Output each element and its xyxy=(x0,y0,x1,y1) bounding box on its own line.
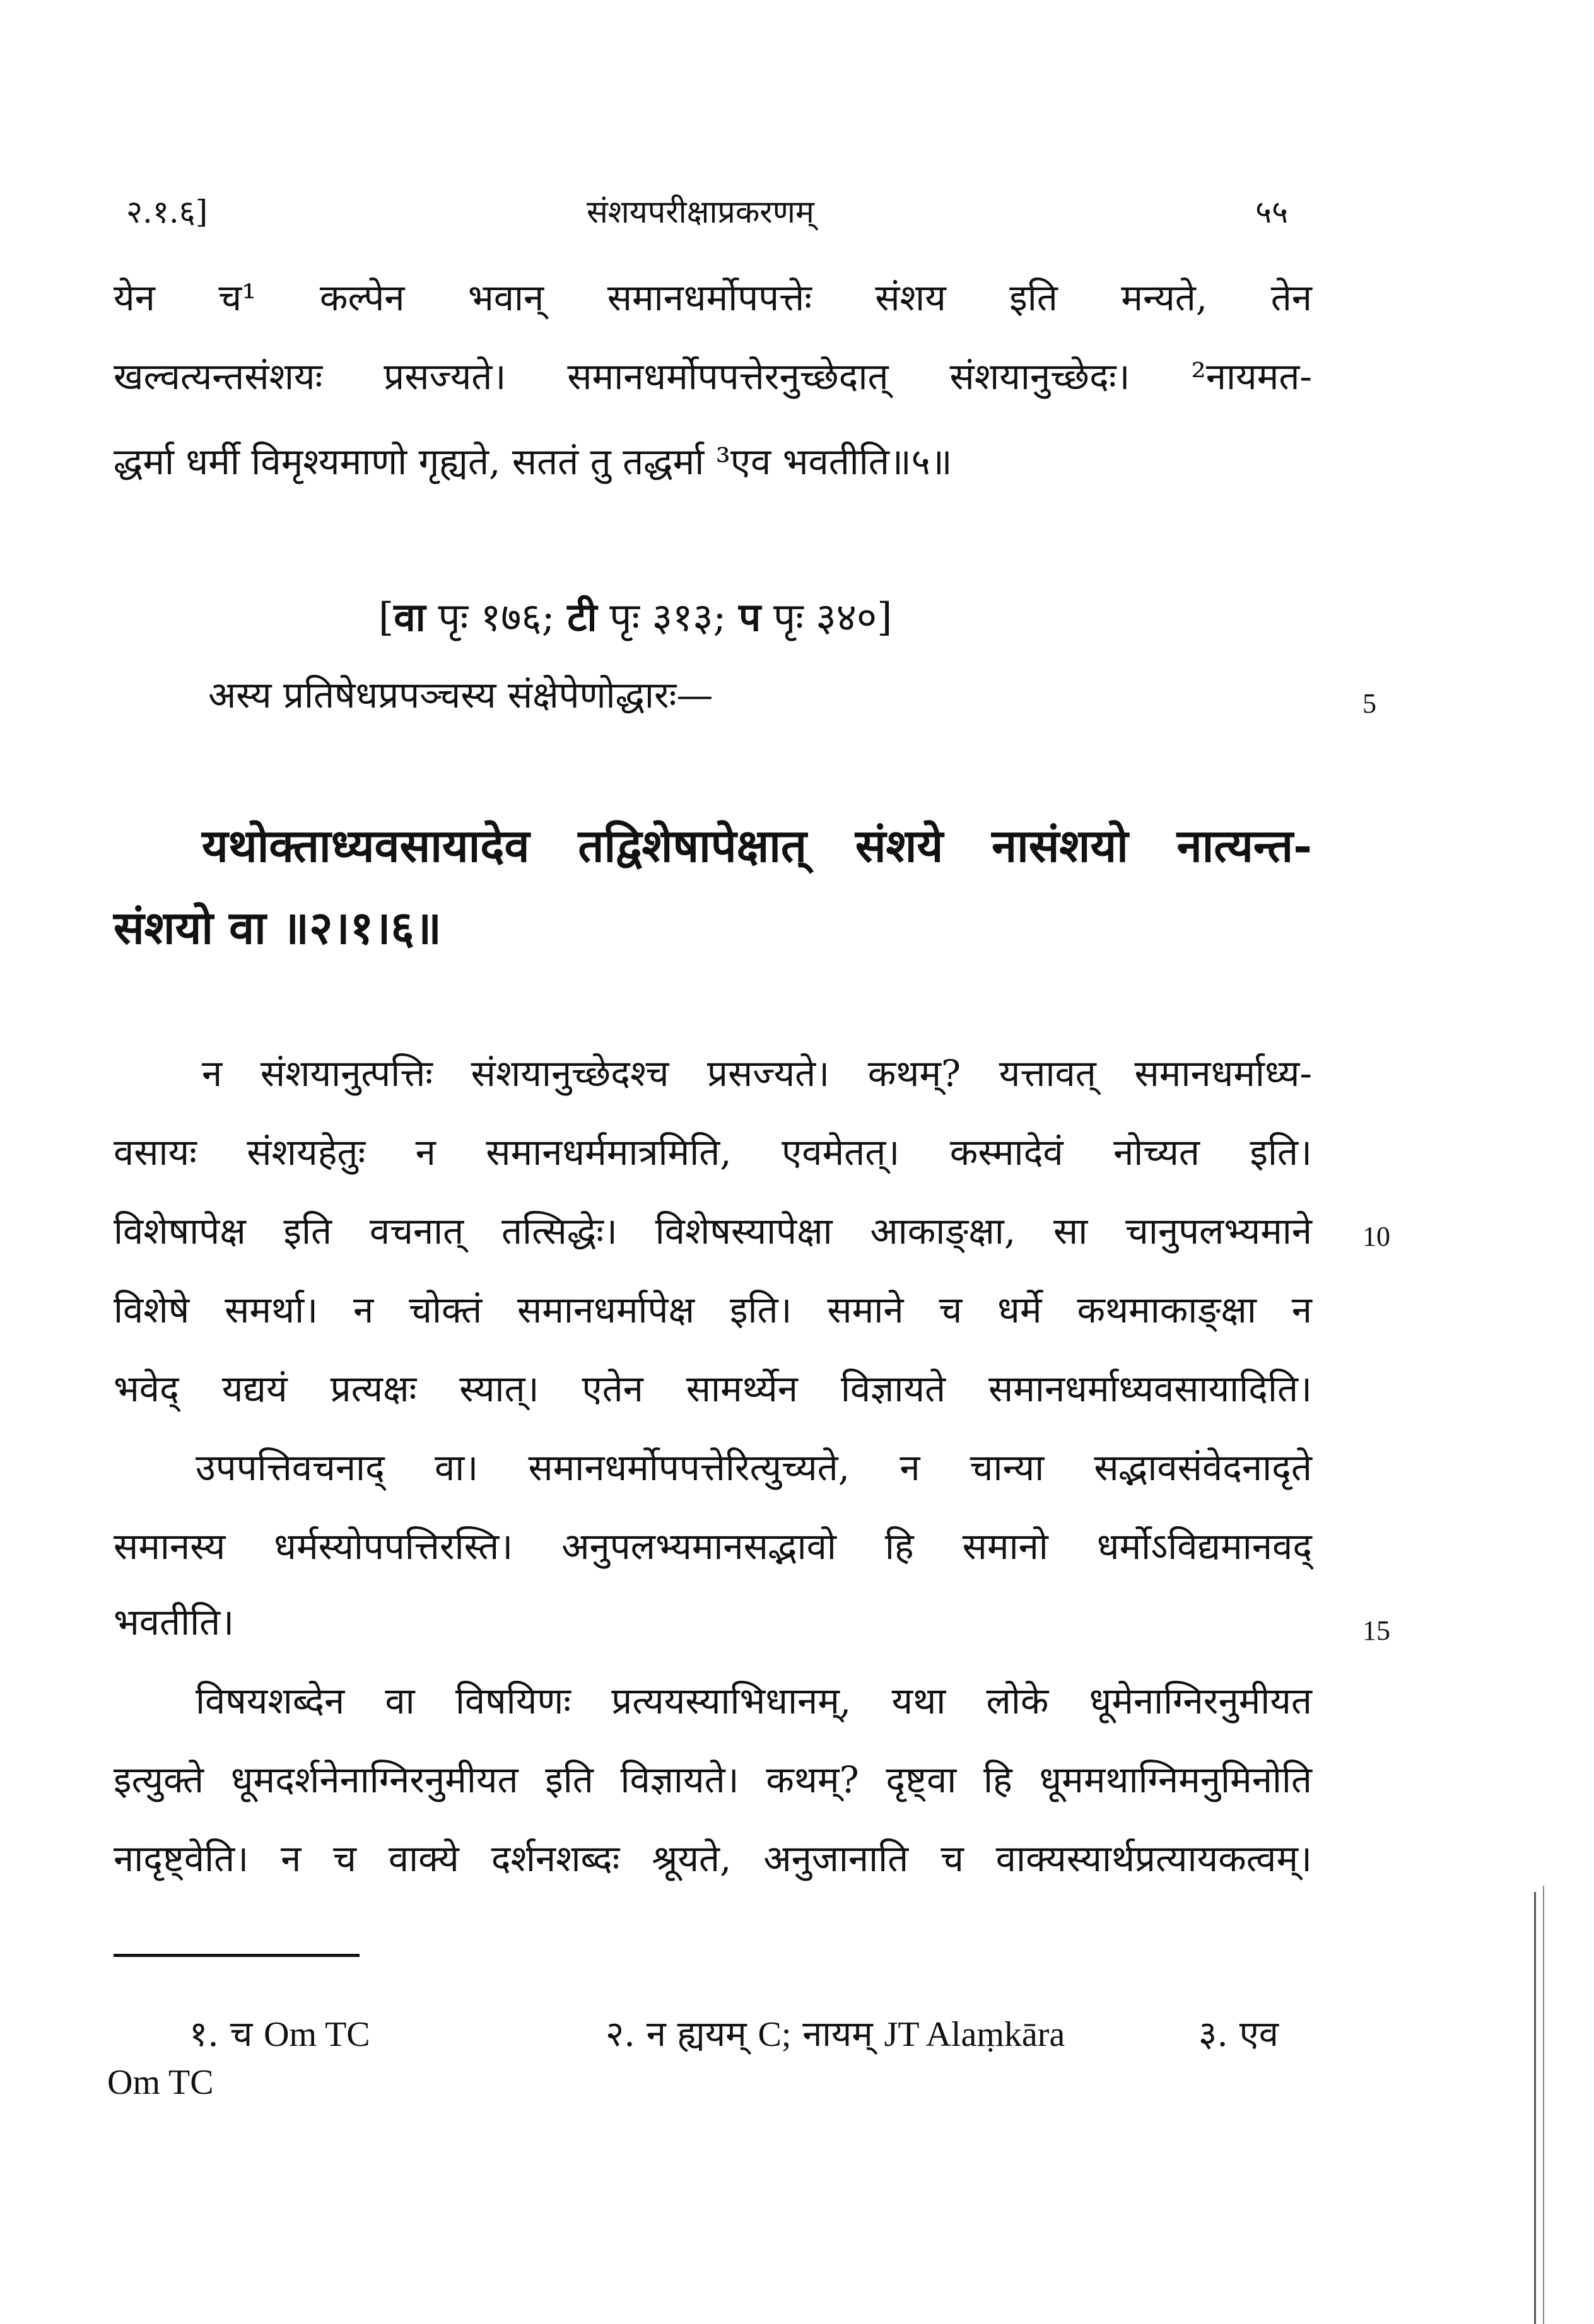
line-number-10: 10 xyxy=(1363,1221,1390,1252)
commentary-line-1: न संशयानुत्पत्तिः संशयानुच्छेदश्च प्रसज्यते। कथम्? यत्तावत् समानधर्माध्य- xyxy=(202,1052,1312,1095)
commentary-line-10: इत्युक्ते धूमदर्शनेनाग्निरनुमीयत इति विज्ञायते। कथम्? दृष्ट्वा हि धूममथाग्निमनुमिनोति xyxy=(114,1758,1312,1801)
commentary-line-11: नादृष्ट्वेति। न च वाक्ये दर्शनशब्दः श्रूयते, अनुजानाति च वाक्यस्यार्थप्रत्यायकत्वम्। xyxy=(114,1837,1312,1880)
line-number-15: 15 xyxy=(1363,1615,1390,1646)
scan-edge-line xyxy=(1534,1892,1536,2324)
header-section-ref: २.१.६] xyxy=(126,194,208,230)
ref-pa-page: पृः ३४०] xyxy=(773,594,893,640)
ref-va: वा xyxy=(394,594,426,640)
commentary-line-3: विशेषापेक्ष इति वचनात् तत्सिद्धेः। विशेषस्यापेक्षा आकाङ्क्षा, सा चानुपलभ्यमाने xyxy=(114,1210,1312,1253)
footnote-2-devanagari-b: नायम् xyxy=(802,2014,873,2055)
references-line xyxy=(378,590,892,643)
intro-line: अस्य प्रतिषेधप्रपञ्चस्य संक्षेपेणोद्धारः— xyxy=(208,674,713,716)
footnote-2 xyxy=(606,2009,1065,2057)
ref-va-page: पृः १७६; xyxy=(438,594,555,640)
paragraph1-line-2: खल्वत्यन्तसंशयः प्रसज्यते। समानधर्मोपपत्तेरनुच्छेदात् संशयानुच्छेदः। ²नायमत- xyxy=(114,355,1312,398)
commentary-line-5: भवेद् यद्ययं प्रत्यक्षः स्यात्। एतेन सामर्थ्येन विज्ञायते समानधर्माध्यवसायादिति। xyxy=(114,1367,1312,1410)
footnote-2-latin-a: C; xyxy=(758,2015,792,2054)
commentary-line-2: वसायः संशयहेतुः न समानधर्ममात्रमिति, एवमेतत्। कस्मादेवं नोच्यत इति। xyxy=(114,1131,1312,1174)
ref-ti-page: पृः ३१३; xyxy=(609,594,727,640)
footnote-2-devanagari-a: न ह्ययम् xyxy=(646,2014,747,2055)
paragraph1-line-3: द्धर्मा धर्मी विमृश्यमाणो गृह्यते, सततं तु तद्धर्मा ³एव भवतीति॥५॥ xyxy=(114,440,952,483)
commentary-line-7: समानस्य धर्मस्योपपत्तिरस्ति। अनुपलभ्यमानसद्भावो हि समानो धर्मोऽविद्यमानवद् xyxy=(114,1525,1312,1568)
ref-ti: टी xyxy=(567,594,597,640)
line-number-5: 5 xyxy=(1363,688,1376,719)
commentary-line-9: विषयशब्देन वा विषयिणः प्रत्ययस्याभिधानम्, यथा लोके धूमेनाग्निरनुमीयत xyxy=(196,1679,1312,1722)
commentary-line-6: उपपत्तिवचनाद् वा। समानधर्मोपपत्तेरित्युच्यते, न चान्या सद्भावसंवेदनादृते xyxy=(196,1446,1312,1489)
header-title: संशयपरीक्षाप्रकरणम् xyxy=(587,194,814,230)
footnote-3-devanagari: एव xyxy=(1239,2014,1279,2055)
scan-edge-line-2 xyxy=(1543,1886,1544,2324)
footnote-1 xyxy=(189,2009,370,2057)
sutra-line-1: यथोक्ताध्यवसायादेव तद्विशेषापेक्षात् संशये नासंशयो नात्यन्त- xyxy=(202,819,1312,872)
footnote-1-devanagari: च xyxy=(230,2014,253,2055)
commentary-line-4: विशेषे समर्था। न चोक्तं समानधर्मापेक्ष इति। समाने च धर्मे कथमाकाङ्क्षा न xyxy=(114,1288,1312,1331)
commentary-line-8: भवतीति। xyxy=(114,1601,235,1644)
ref-pa: प xyxy=(739,594,761,640)
ref-open-bracket: [ xyxy=(378,594,394,640)
footnote-3-number: ३. xyxy=(1198,2014,1228,2055)
footnote-1-number: १. xyxy=(189,2014,219,2055)
footnote-3 xyxy=(1198,2009,1279,2057)
footnote-2-number: २. xyxy=(606,2014,635,2055)
footnote-1-latin: Om TC xyxy=(264,2015,370,2054)
footnote-rule xyxy=(114,1954,360,1957)
footnote-3-continuation: Om TC xyxy=(107,2063,214,2102)
footnote-2-latin-b: JT Alaṃkāra xyxy=(884,2015,1065,2054)
sutra-line-2: संशयो वा ॥२।१।६॥ xyxy=(114,901,442,954)
paragraph1-line-1: येन च¹ कल्पेन भवान् समानधर्मोपपत्तेः संशय इति मन्यते, तेन xyxy=(114,276,1312,319)
header-page-number: ५५ xyxy=(1255,194,1288,230)
